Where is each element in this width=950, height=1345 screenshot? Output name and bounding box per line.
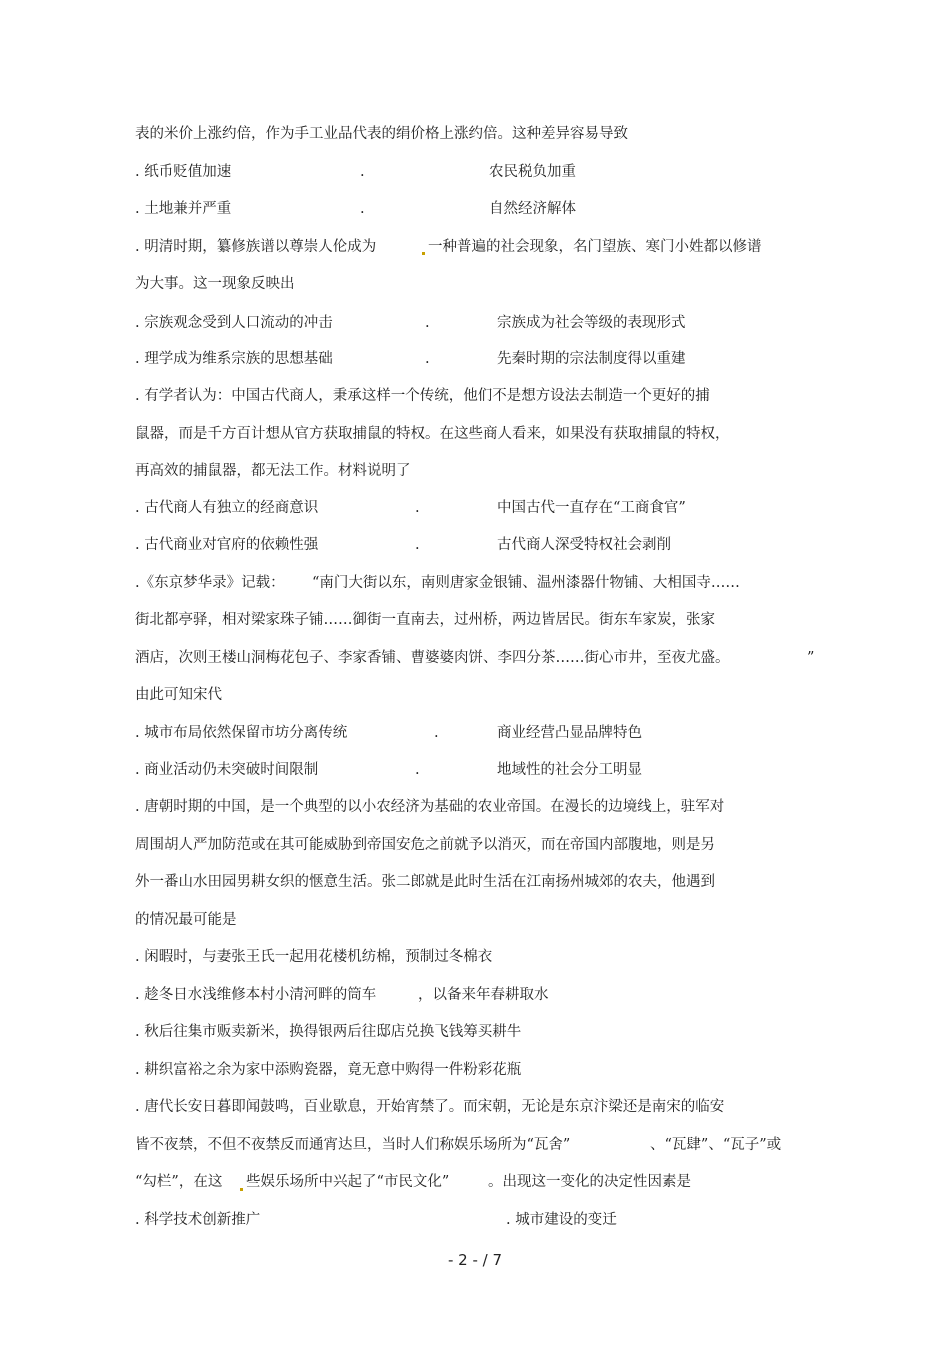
artifact-dot bbox=[240, 1188, 243, 1191]
option-a: . 宗族观念受到人口流动的冲击 bbox=[135, 315, 333, 331]
question-text: 表的米价上涨约倍，作为手工业品代表的绢价格上涨约倍。这种差异容易导致 bbox=[135, 126, 628, 142]
option-b: . 城市建设的变迁 bbox=[506, 1212, 617, 1228]
option-separator: . bbox=[415, 762, 420, 778]
option-separator: . bbox=[360, 201, 365, 217]
closing-quote: ” bbox=[807, 650, 815, 666]
option-separator: . bbox=[425, 351, 430, 367]
option-c: . 商业活动仍未突破时间限制 bbox=[135, 762, 319, 778]
option-d: 古代商人深受特权社会剥削 bbox=[497, 537, 671, 553]
option-a: . 科学技术创新推广 bbox=[135, 1212, 261, 1228]
question-text: 一种普遍的社会现象，名门望族、寒门小姓都以修谱 bbox=[428, 239, 762, 255]
option-b-continued: ，以备来年春耕取水 bbox=[418, 987, 549, 1003]
option-d: 地域性的社会分工明显 bbox=[497, 762, 642, 778]
question-text: 、“瓦肆”、“瓦子”或 bbox=[650, 1137, 782, 1153]
option-b: 农民税负加重 bbox=[489, 164, 576, 180]
question-text: .《东京梦华录》记载： bbox=[135, 575, 285, 591]
option-a: . 闲暇时，与妻张王氏一起用花楼机纺棉，预制过冬棉衣 bbox=[135, 949, 493, 965]
question-text: 由此可知宋代 bbox=[135, 687, 222, 703]
question-text: 周围胡人严加防范或在其可能威胁到帝国安危之前就予以消灭，而在帝国内部腹地，则是另 bbox=[135, 837, 715, 853]
question-text: . 明清时期，纂修族谱以尊崇人伦成为 bbox=[135, 239, 377, 255]
option-c: . 古代商业对官府的依赖性强 bbox=[135, 537, 319, 553]
artifact-dot bbox=[422, 252, 425, 255]
question-text: 。出现这一变化的决定性因素是 bbox=[488, 1174, 691, 1190]
question-text: 些娱乐场所中兴起了“市民文化” bbox=[246, 1174, 450, 1190]
option-d: 先秦时期的宗法制度得以重建 bbox=[497, 351, 686, 367]
option-c: . 理学成为维系宗族的思想基础 bbox=[135, 351, 333, 367]
page-number: - 2 - / 7 bbox=[447, 1251, 503, 1269]
option-b: 宗族成为社会等级的表现形式 bbox=[497, 315, 686, 331]
option-b: 中国古代一直存在“工商食官” bbox=[497, 500, 686, 516]
question-text: 的情况最可能是 bbox=[135, 912, 237, 928]
option-a: . 古代商人有独立的经商意识 bbox=[135, 500, 319, 516]
option-d: . 耕织富裕之余为家中添购瓷器，竟无意中购得一件粉彩花瓶 bbox=[135, 1062, 522, 1078]
question-text: 鼠器，而是千方百计想从官方获取捕鼠的特权。在这些商人看来，如果没有获取捕鼠的特权， bbox=[135, 426, 730, 442]
option-d: 自然经济解体 bbox=[489, 201, 576, 217]
question-text: . 唐代长安日暮即闻鼓鸣，百业歇息，开始宵禁了。而宋朝，无论是东京汴梁还是南宋的临安 bbox=[135, 1099, 725, 1115]
question-text: 为大事。这一现象反映出 bbox=[135, 276, 295, 292]
option-b: 商业经营凸显品牌特色 bbox=[497, 725, 642, 741]
quotation-text: 酒店，次则王楼山洞梅花包子、李家香铺、曹婆婆肉饼、李四分茶……街心市井，至夜尤盛。 bbox=[135, 650, 730, 666]
question-text: . 唐朝时期的中国，是一个典型的以小农经济为基础的农业帝国。在漫长的边境线上，驻军对 bbox=[135, 799, 725, 815]
question-text: 皆不夜禁，不但不夜禁反而通宵达旦，当时人们称娱乐场所为“瓦舍” bbox=[135, 1137, 571, 1153]
option-b: . 趁冬日水浅维修本村小清河畔的筒车 bbox=[135, 987, 377, 1003]
option-c: . 土地兼并严重 bbox=[135, 201, 232, 217]
question-text: 再高效的捕鼠器，都无法工作。材料说明了 bbox=[135, 463, 411, 479]
question-text: 外一番山水田园男耕女织的惬意生活。张二郎就是此时生活在江南扬州城郊的农夫，他遇到 bbox=[135, 874, 715, 890]
question-text: “勾栏”，在这 bbox=[135, 1174, 223, 1190]
option-separator: . bbox=[415, 500, 420, 516]
option-a: . 纸币贬值加速 bbox=[135, 164, 232, 180]
option-a: . 城市布局依然保留市坊分离传统 bbox=[135, 725, 348, 741]
option-separator: . bbox=[434, 725, 439, 741]
quotation-text: 街北都亭驿，相对梁家珠子铺……御街一直南去，过州桥，两边皆居民。街东车家炭，张家 bbox=[135, 612, 715, 628]
option-separator: . bbox=[415, 537, 420, 553]
quotation-text: “南门大街以东，南则唐家金银铺、温州漆器什物铺、大相国寺…… bbox=[312, 575, 740, 591]
option-separator: . bbox=[425, 315, 430, 331]
option-c: . 秋后往集市贩卖新米，换得银两后往邸店兑换飞钱筹买耕牛 bbox=[135, 1024, 522, 1040]
option-separator: . bbox=[360, 164, 365, 180]
question-text: . 有学者认为：中国古代商人，秉承这样一个传统，他们不是想方设法去制造一个更好的捕 bbox=[135, 388, 710, 404]
